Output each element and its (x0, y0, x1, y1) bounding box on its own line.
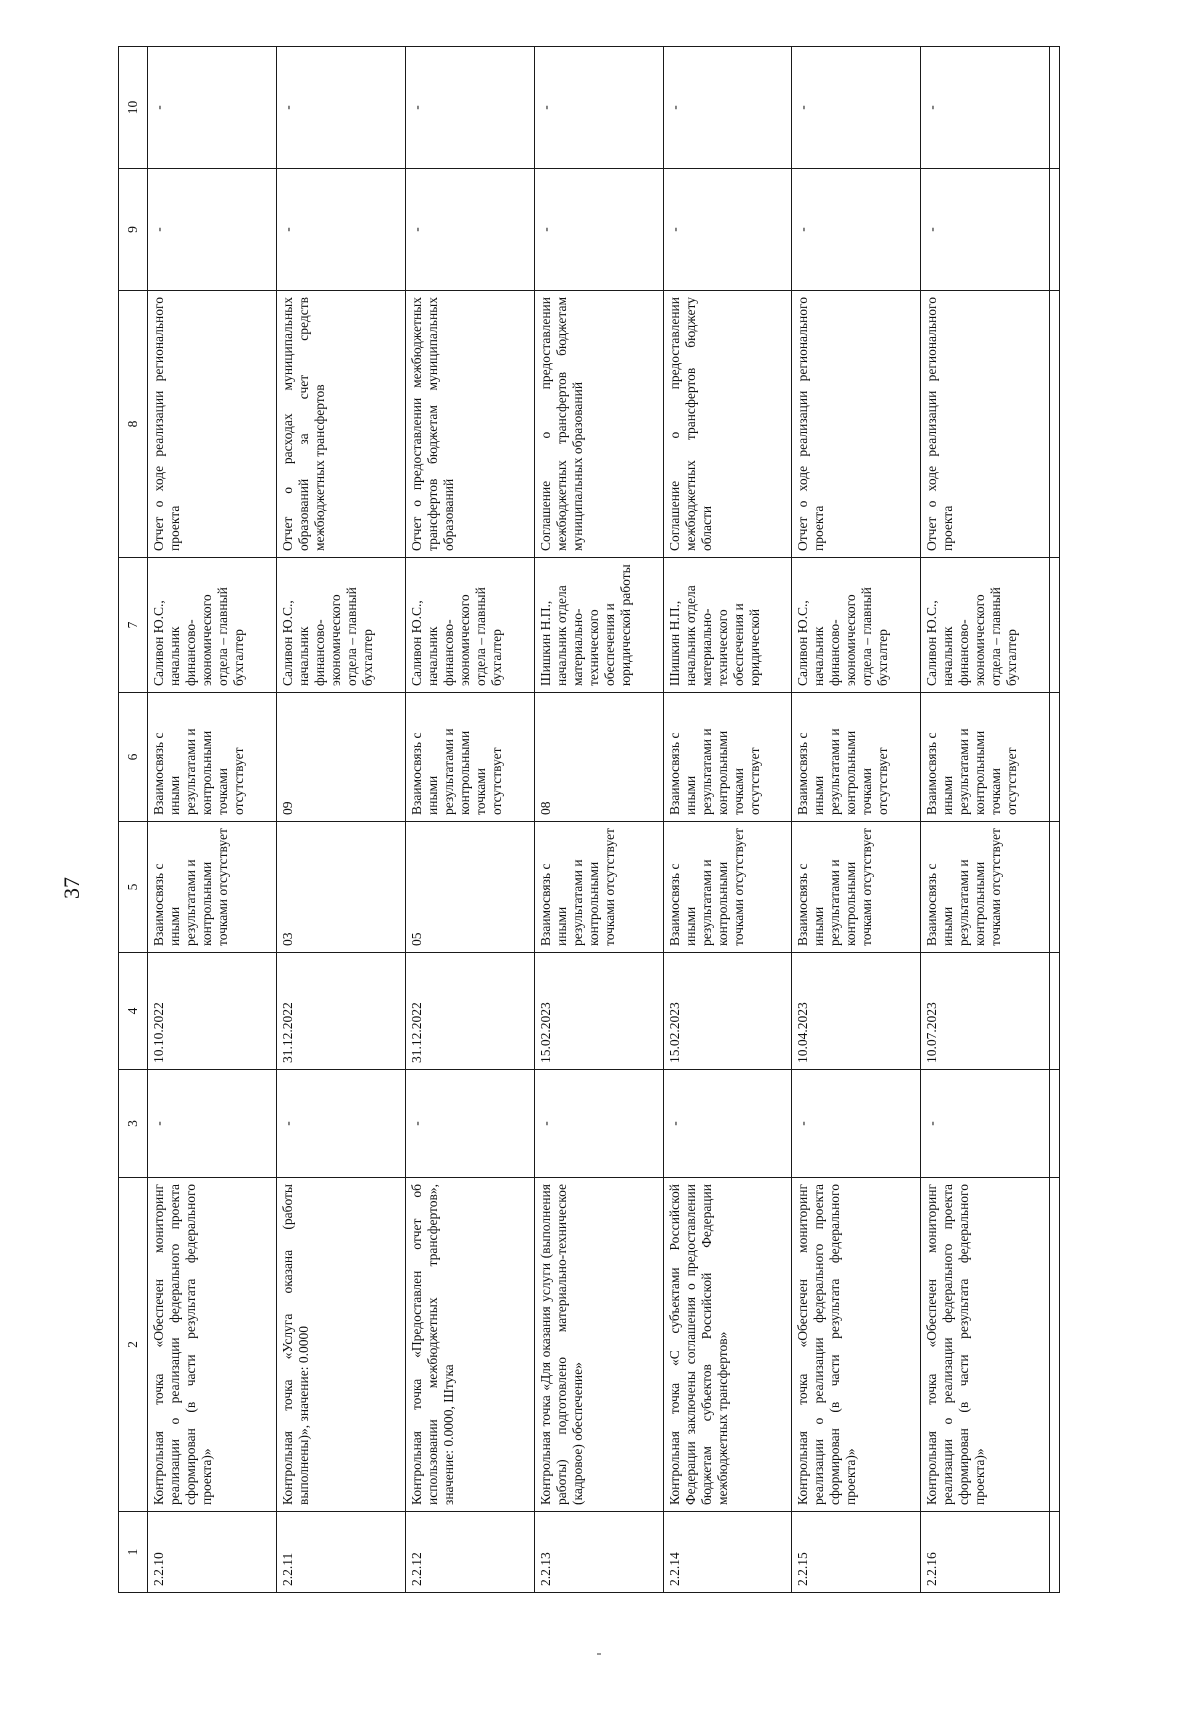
tail-cell (1050, 953, 1060, 1070)
tail-cell (1050, 291, 1060, 558)
column-header-10: 10 (119, 47, 148, 169)
predecessor-link: Взаимосвязь с иными результатами и контрольными точками отсутствует (663, 822, 792, 953)
deadline-date: 15.02.2023 (663, 953, 792, 1070)
table-row (276, 47, 405, 1593)
row-number: 2.2.11 (276, 1512, 405, 1593)
deadline-date: 10.04.2023 (792, 953, 921, 1070)
cell-col3: - (663, 1070, 792, 1178)
cell-col3: - (148, 1070, 277, 1178)
rotated-table-container (118, 47, 1060, 1593)
document-type: Соглашение о предоставлении межбюджетных трансфертов бюджетам муниципальных образований (534, 291, 663, 558)
page-number: 37 (59, 877, 84, 899)
tail-cell (1050, 169, 1060, 291)
cell-col10: - (276, 47, 405, 169)
table-row (792, 47, 921, 1593)
column-header-9: 9 (119, 169, 148, 291)
tail-cell (1050, 1070, 1060, 1178)
table-row (921, 47, 1050, 1593)
cell-col9: - (921, 169, 1050, 291)
successor-link: Взаимосвязь с иными результатами и контрольными точками отсутствует (921, 693, 1050, 822)
table-row (405, 47, 534, 1593)
column-header-8: 8 (119, 291, 148, 558)
cell-col3: - (534, 1070, 663, 1178)
document-type: Отчет о ходе реализации регионального проекта (792, 291, 921, 558)
cell-col3: - (405, 1070, 534, 1178)
responsible-person: Саливон Ю.С., начальник финансово-экономического отдела – главный бухгалтер (148, 558, 277, 693)
cell-col10: - (405, 47, 534, 169)
table-row (663, 47, 792, 1593)
cell-col10: - (663, 47, 792, 169)
cell-col9: - (792, 169, 921, 291)
cell-col9: - (663, 169, 792, 291)
row-number: 2.2.13 (534, 1512, 663, 1593)
column-header-2: 2 (119, 1178, 148, 1512)
control-point-description: Контрольная точка «Обеспечен мониторинг реализации о реализации федерального проекта сформирован (в части результата федерального проекта)» (792, 1178, 921, 1512)
control-points-table (118, 46, 1060, 1593)
row-number: 2.2.12 (405, 1512, 534, 1593)
column-header-3: 3 (119, 1070, 148, 1178)
column-header-5: 5 (119, 822, 148, 953)
document-type: Соглашение о предоставлении межбюджетных трансфертов бюджету области (663, 291, 792, 558)
tail-cell (1050, 822, 1060, 953)
tail-cell (1050, 47, 1060, 169)
deadline-date: 15.02.2023 (534, 953, 663, 1070)
control-point-description: Контрольная точка «Обеспечен мониторинг реализации о реализации федерального проекта сформирован (в части результата федерального проекта)» (148, 1178, 277, 1512)
column-header-7: 7 (119, 558, 148, 693)
deadline-date: 10.10.2022 (148, 953, 277, 1070)
table-row (148, 47, 277, 1593)
document-type: Отчет о предоставлении межбюджетных трансфертов бюджетам муниципальных образований (405, 291, 534, 558)
responsible-person: Шишкин Н.П., начальник отдела материально-технического обеспечения и юридической (663, 558, 792, 693)
predecessor-link: 05 (405, 822, 534, 953)
scan-artifact (597, 1653, 601, 1655)
document-type: Отчет о ходе реализации регионального проекта (148, 291, 277, 558)
deadline-date: 10.07.2023 (921, 953, 1050, 1070)
predecessor-link: Взаимосвязь с иными результатами и контрольными точками отсутствует (534, 822, 663, 953)
cell-col10: - (148, 47, 277, 169)
tail-cell (1050, 558, 1060, 693)
cell-col9: - (534, 169, 663, 291)
table-row (534, 47, 663, 1593)
responsible-person: Саливон Ю.С., начальник финансово-экономического отдела – главный бухгалтер (405, 558, 534, 693)
document-type: Отчет о расходах муниципальных образований за счет средств межбюджетных трансфертов (276, 291, 405, 558)
cell-col9: - (148, 169, 277, 291)
row-number: 2.2.14 (663, 1512, 792, 1593)
cell-col3: - (921, 1070, 1050, 1178)
row-number: 2.2.15 (792, 1512, 921, 1593)
tail-cell (1050, 1178, 1060, 1512)
control-point-description: Контрольная точка «С субъектами Российской Федерации заключены соглашения о предоставлении бюджетам субъектов Российской Федерации межбюджетных трансфертов» (663, 1178, 792, 1512)
responsible-person: Шишкин Н.П., начальник отдела материально-технического обеспечения и юридической работы (534, 558, 663, 693)
cell-col9: - (276, 169, 405, 291)
cell-col10: - (792, 47, 921, 169)
table-tail-row (1050, 47, 1060, 1593)
deadline-date: 31.12.2022 (276, 953, 405, 1070)
predecessor-link: 03 (276, 822, 405, 953)
row-number: 2.2.10 (148, 1512, 277, 1593)
successor-link: Взаимосвязь с иными результатами и контрольными точками отсутствует (663, 693, 792, 822)
control-point-description: Контрольная точка «Услуга оказана (работы выполнены)», значение: 0.0000 (276, 1178, 405, 1512)
cell-col10: - (921, 47, 1050, 169)
control-point-description: Контрольная точка «Предоставлен отчет об использовании межбюджетных трансфертов», значение: 0.0000, Штука (405, 1178, 534, 1512)
deadline-date: 31.12.2022 (405, 953, 534, 1070)
cell-col10: - (534, 47, 663, 169)
control-point-description: Контрольная точка «Обеспечен мониторинг реализации о реализации федерального проекта сформирован (в части результата федерального проекта)» (921, 1178, 1050, 1512)
document-type: Отчет о ходе реализации регионального проекта (921, 291, 1050, 558)
control-point-description: Контрольная точка «Для оказания услуги (выполнения работы) подготовлено материально-техническое (кадровое) обеспечение» (534, 1178, 663, 1512)
successor-link: 09 (276, 693, 405, 822)
table-header-row (119, 47, 148, 1593)
predecessor-link: Взаимосвязь с иными результатами и контрольными точками отсутствует (792, 822, 921, 953)
predecessor-link: Взаимосвязь с иными результатами и контрольными точками отсутствует (921, 822, 1050, 953)
row-number: 2.2.16 (921, 1512, 1050, 1593)
tail-cell (1050, 1512, 1060, 1593)
successor-link: 08 (534, 693, 663, 822)
cell-col9: - (405, 169, 534, 291)
cell-col3: - (276, 1070, 405, 1178)
predecessor-link: Взаимосвязь с иными результатами и контрольными точками отсутствует (148, 822, 277, 953)
tail-cell (1050, 693, 1060, 822)
responsible-person: Саливон Ю.С., начальник финансово-экономического отдела – главный бухгалтер (792, 558, 921, 693)
column-header-1: 1 (119, 1512, 148, 1593)
cell-col3: - (792, 1070, 921, 1178)
responsible-person: Саливон Ю.С., начальник финансово-экономического отдела – главный бухгалтер (921, 558, 1050, 693)
successor-link: Взаимосвязь с иными результатами и контрольными точками отсутствует (792, 693, 921, 822)
column-header-6: 6 (119, 693, 148, 822)
successor-link: Взаимосвязь с иными результатами и контрольными точками отсутствует (405, 693, 534, 822)
successor-link: Взаимосвязь с иными результатами и контрольными точками отсутствует (148, 693, 277, 822)
responsible-person: Саливон Ю.С., начальник финансово-экономического отдела – главный бухгалтер (276, 558, 405, 693)
column-header-4: 4 (119, 953, 148, 1070)
